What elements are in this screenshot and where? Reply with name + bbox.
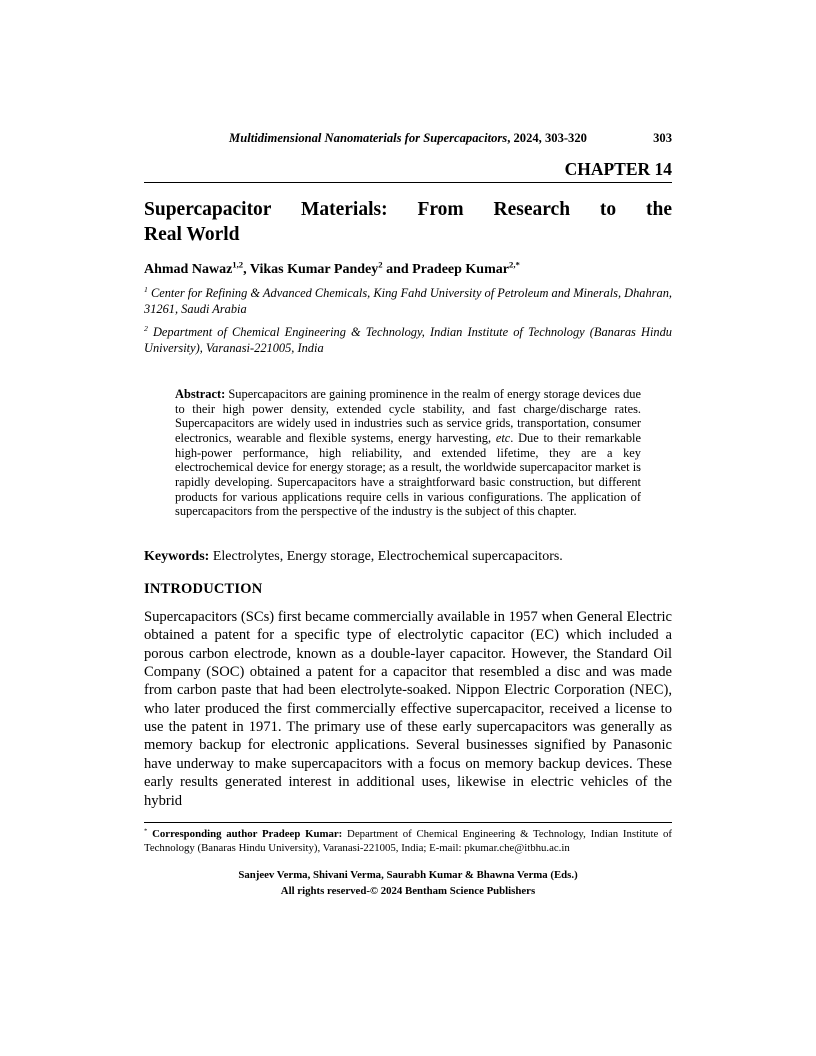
affiliation-1-text: Center for Refining & Advanced Chemicals, King Fahd University of Petroleum and Minerals, Dhahran, 31261, Saudi Arabia (144, 285, 672, 316)
affiliation-2-text: Department of Chemical Engineering & Technology, Indian Institute of Technology (Banaras Hindu University), Varanasi-221005, India (144, 325, 672, 356)
footer-editors: Sanjeev Verma, Shivani Verma, Saurabh Kumar & Bhawna Verma (Eds.) (238, 869, 578, 881)
keywords-line (144, 549, 672, 565)
abstract-label: Abstract: (175, 387, 226, 402)
affiliation-1-marker: 1 (144, 284, 148, 294)
abstract-etc-italic: etc (495, 431, 511, 446)
author-superscript-2: 2 (378, 259, 383, 270)
author-superscript-3: 2,* (508, 259, 520, 270)
running-title (229, 131, 587, 145)
page-content (144, 131, 672, 899)
abstract-text-2: . Due to their remarkable high-power performance, high reliability, and extended lifetime, they are a key electrochemical device for energy storage; as a result, the worldwide supercapacitor market is rapidly developing. Supercapacitors have a straightforward basic construction, but different products for various applications require cells in various configurations. The application of supercapacitors from the perspective of the industry is the subject of this chapter. (175, 431, 641, 519)
chapter-title (144, 197, 672, 248)
chapter-rule (144, 182, 672, 183)
author-separator-1: , (243, 261, 250, 277)
authors-line (144, 259, 672, 278)
running-title-book: Multidimensional Nanomaterials for Supercapacitors (229, 131, 508, 145)
footnote-marker: * (144, 827, 148, 835)
footnote (144, 827, 672, 855)
footnote-rule (144, 822, 672, 823)
chapter-title-line-1: Supercapacitor Materials: From Research to the (144, 199, 672, 220)
keywords-label: Keywords: (144, 548, 210, 564)
abstract (175, 387, 641, 519)
author-name-2: Vikas Kumar Pandey (249, 261, 379, 277)
author-superscript-1: 1,2 (232, 259, 244, 270)
affiliation-1 (144, 286, 672, 318)
keywords-text: Electrolytes, Energy storage, Electrochemical supercapacitors. (209, 548, 563, 564)
footer-rights: All rights reserved-© 2024 Bentham Science Publishers (280, 884, 536, 897)
affiliation-2-marker: 2 (144, 324, 148, 334)
author-name-1: Ahmad Nawaz (144, 261, 233, 277)
footnote-text: Department of Chemical Engineering & Technology, Indian Institute of Technology (Banaras Hindu University), Varanasi-221005, India; E-mail: (144, 827, 673, 854)
affiliation-2 (144, 325, 672, 357)
author-separator-2: and (382, 261, 413, 277)
footnote-email: pkumar.che@itbhu.ac.in (464, 841, 570, 854)
chapter-title-line-2: Real World (144, 224, 240, 246)
running-header (144, 131, 672, 147)
chapter-label: CHAPTER 14 (564, 159, 672, 179)
footnote-label: Corresponding author Pradeep Kumar: (152, 827, 343, 840)
section-heading-introduction: INTRODUCTION (144, 580, 263, 597)
introduction-paragraph: Supercapacitors (SCs) first became commercially available in 1957 when General Electric obtained a patent for a specific type of electrolytic capacitor (EC) which included a porous carbon electrode, known as a double-layer capacitor. However, the Standard Oil Company (SOC) obtained a patent for a capacitor that resembled a disc and was made from carbon paste that had been electrolyte-soaked. Nippon Electric Corporation (NEC), who later produced the first commercially effective supercapacitor, received a license to use the patent in 1971. The primary use of these early supercapacitors was generally as memory backup for electronic applications. Several businesses signified by Panasonic have underway to make supercapacitors with a focus on memory backup devices. These early results generated interest in additional uses, likewise in electric vehicles of the hybrid (144, 608, 672, 809)
page-footer (144, 868, 672, 899)
running-title-meta: , 2024, 303-320 (507, 131, 587, 145)
author-name-3: Pradeep Kumar (412, 261, 509, 277)
abstract-text-1: Supercapacitors are gaining prominence in the realm of energy storage devices due to their high power density, extended cycle stability, and fast charge/discharge rates. Supercapacitors are widely used in industries such as service grids, transportation, consumer electronics, wearable and flexible systems, energy harvesting, (175, 387, 641, 446)
page-number: 303 (653, 131, 672, 145)
